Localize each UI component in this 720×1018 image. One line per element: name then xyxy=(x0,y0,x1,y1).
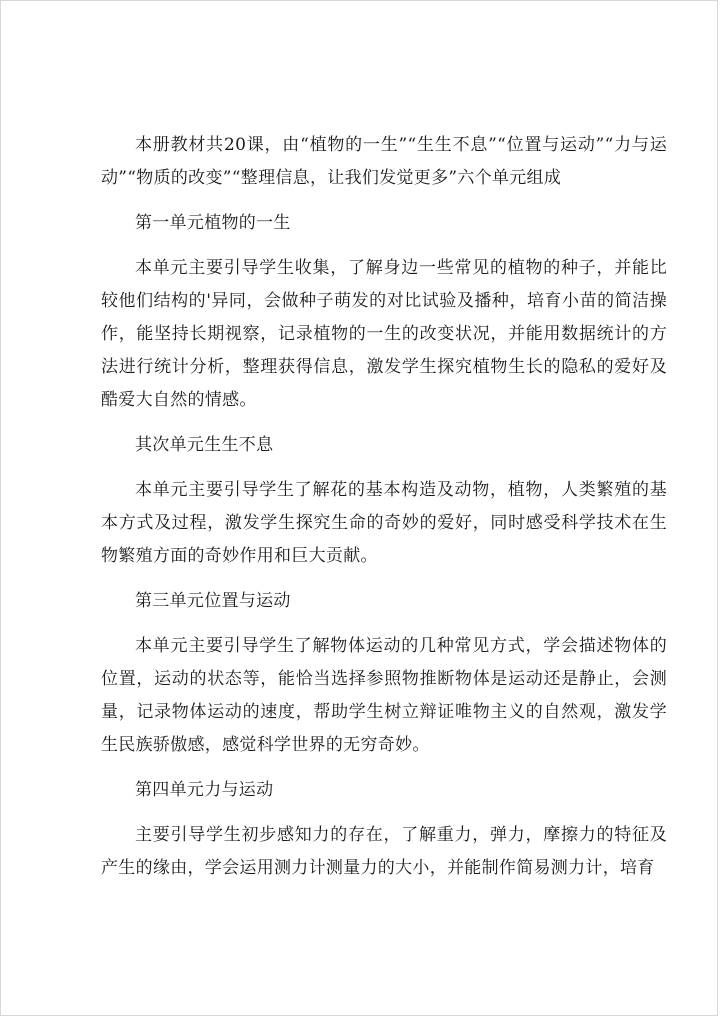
unit4-paragraph: 主要引导学生初步感知力的存在，了解重力，弹力，摩擦力的特征及产生的缘由，学会运用测力计测量力的大小，并能制作简易测力计，培育 xyxy=(101,825,667,878)
unit1-paragraph: 本单元主要引导学生收集，了解身边一些常见的植物的种子，并能比较他们结构的'异同，会做种子萌发的对比试验及播种，培育小苗的简洁操作，能坚持长期视察，记录植物的一生的改变状况，并能用数据统计的方法进行统计分析，整理获得信息，激发学生探究植物生长的隐私的爱好及酷爱大自然的情感。 xyxy=(101,258,667,410)
unit3-heading: 第三单元位置与运动 xyxy=(135,591,291,611)
unit2-paragraph: 本单元主要引导学生了解花的基本构造及动物，植物，人类繁殖的基本方式及过程，激发学生探究生命的奇妙的爱好，同时感受科学技术在生物繁殖方面的奇妙作用和巨大贡献。 xyxy=(101,480,667,566)
unit1-heading: 第一单元植物的一生 xyxy=(135,213,291,233)
unit3-paragraph: 本单元主要引导学生了解物体运动的几种常见方式，学会描述物体的位置，运动的状态等，能恰当选择参照物推断物体是运动还是静止，会测量，记录物体运动的速度，帮助学生树立辩证唯物主义的自然观，激发学生民族骄傲感，感觉科学世界的无穷奇妙。 xyxy=(101,636,667,755)
document-body xyxy=(101,129,667,885)
intro-paragraph: 本册教材共20课，由“植物的一生”“生生不息”“位置与运动”“力与运动”“物质的改变”“整理信息，让我们发觉更多”六个单元组成 xyxy=(101,135,667,188)
unit4-heading: 第四单元力与运动 xyxy=(135,780,274,800)
unit2-heading: 其次单元生生不息 xyxy=(135,435,274,455)
